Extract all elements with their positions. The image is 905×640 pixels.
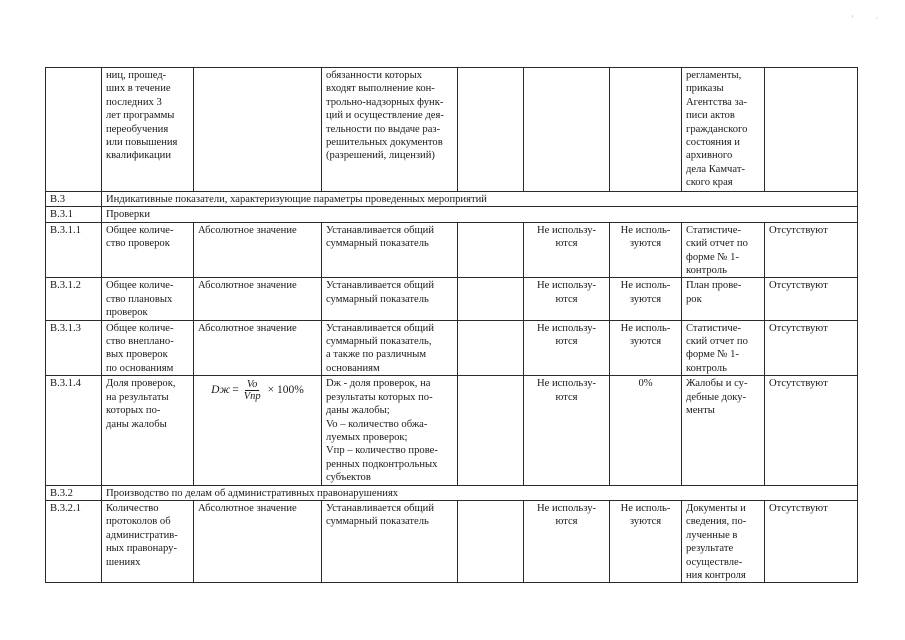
formula-fraction	[242, 379, 263, 402]
cell-line: на результаты	[106, 391, 169, 403]
cell-line: обязанности которых	[326, 70, 422, 81]
cell-line: административ-	[106, 529, 178, 541]
cell-line: (разрешений, лицензий)	[326, 150, 435, 162]
cell-line: ются	[555, 293, 578, 305]
cell-line: регламенты,	[686, 70, 742, 81]
cell-line: дебные доку-	[686, 391, 747, 403]
table-row-b311	[46, 222, 858, 278]
cell-empty	[458, 222, 524, 278]
cell-line: Не исполь-	[620, 280, 671, 292]
cell-code: В.3.1.4	[46, 376, 102, 485]
section-row-b3	[46, 192, 858, 207]
cell-line: даны жалобы;	[326, 405, 390, 417]
cell-line: ский отчет по	[686, 336, 748, 348]
cell-line: форме № 1-	[686, 251, 739, 263]
cell-method	[322, 278, 458, 320]
cell-line: суммарный показатель	[326, 293, 429, 305]
cell-line: зуются	[629, 516, 662, 528]
cell-line: приказы	[686, 83, 724, 95]
cell-formula	[194, 376, 322, 485]
cell-target	[524, 320, 610, 376]
cell-empty	[458, 500, 524, 582]
cell-empty	[458, 68, 524, 192]
cell-line: Не использу-	[536, 378, 597, 390]
cell-code: В.3.2.1	[46, 500, 102, 582]
indicator-table	[45, 67, 858, 583]
cell-target	[524, 376, 610, 485]
cell-line: шениях	[106, 556, 141, 568]
cell-line: субъектов	[326, 472, 371, 484]
cell-line: ются	[555, 391, 578, 403]
cell-name	[102, 68, 194, 192]
cell-line: суммарный показатель,	[326, 336, 432, 348]
cell-line: архивного	[686, 150, 733, 162]
cell-line: Не использу-	[536, 322, 597, 334]
cell-code: В.3.1.2	[46, 278, 102, 320]
cell-line: гражданского	[686, 123, 748, 135]
cell-code: В.3.1.1	[46, 222, 102, 278]
cell-line: ренных подконтрольных	[326, 458, 438, 470]
cell-name	[102, 500, 194, 582]
cell-line: Статистиче-	[686, 224, 741, 236]
cell-code	[46, 68, 102, 192]
share-formula	[198, 377, 317, 402]
cell-line: Общее количе-	[106, 280, 174, 292]
cell-line: осуществле-	[686, 556, 743, 568]
cell-line: форме № 1-	[686, 349, 739, 361]
cell-line: Vпр – количество прове-	[326, 445, 438, 457]
cell-line: ются	[555, 238, 578, 250]
cell-line: зуются	[629, 238, 662, 250]
cell-target	[524, 278, 610, 320]
cell-line: состояния и	[686, 137, 740, 149]
cell-line: контроль	[686, 265, 727, 277]
cell-line: Устанавливается общий	[326, 502, 435, 514]
formula-lhs: Dж	[211, 384, 231, 397]
section-row-b32	[46, 485, 858, 500]
cell-method	[322, 320, 458, 376]
cell-line: суммарный показатель	[326, 238, 429, 250]
cell-notes: Отсутствуют	[765, 376, 858, 485]
cell-name	[102, 320, 194, 376]
cell-line: ство плановых	[106, 293, 173, 305]
cell-method	[322, 68, 458, 192]
cell-line: протоколов об	[106, 516, 171, 528]
cell-line: План прове-	[686, 280, 742, 292]
section-title: Производство по делам об административных правонарушениях	[102, 485, 858, 500]
cell-line: Количество	[106, 502, 159, 514]
cell-line: зуются	[629, 336, 662, 348]
cell-line: ются	[555, 336, 578, 348]
cell-source	[682, 500, 765, 582]
cell-notes: Отсутствуют	[765, 222, 858, 278]
cell-line: Не использу-	[536, 502, 597, 514]
table-row-continuation	[46, 68, 858, 192]
cell-line: ших в течение	[106, 83, 171, 95]
cell-name	[102, 278, 194, 320]
cell-line: ных правонару-	[106, 543, 177, 555]
cell-line: Агентства за-	[686, 96, 747, 108]
cell-line: Устанавливается общий	[326, 280, 435, 292]
cell-line: ский отчет по	[686, 238, 748, 250]
cell-line: дела Камчат-	[686, 163, 745, 175]
cell-line: входят выполнение кон-	[326, 83, 435, 95]
cell-line: Не исполь-	[620, 502, 671, 514]
cell-source	[682, 278, 765, 320]
cell-line: вых проверок	[106, 349, 168, 361]
page-corner-mark: ' ·	[852, 14, 889, 23]
cell-baseline	[610, 500, 682, 582]
cell-line: ния контроля	[686, 569, 746, 581]
cell-line: результаты которых по-	[326, 391, 433, 403]
cell-notes	[765, 68, 858, 192]
table-row-b313	[46, 320, 858, 376]
cell-line: Общее количе-	[106, 224, 174, 236]
table-row-b314	[46, 376, 858, 485]
cell-target	[524, 500, 610, 582]
section-code: В.3.2	[46, 485, 102, 500]
section-row-b31	[46, 207, 858, 222]
cell-line: зуются	[629, 293, 662, 305]
cell-notes: Отсутствуют	[765, 320, 858, 376]
cell-line: Vo – количество обжа-	[326, 418, 428, 430]
cell-target	[524, 68, 610, 192]
cell-line: по основаниям	[106, 362, 174, 374]
cell-name	[102, 222, 194, 278]
cell-line: основаниям	[326, 362, 380, 374]
cell-source	[682, 376, 765, 485]
cell-method	[322, 376, 458, 485]
cell-line: Не исполь-	[620, 322, 671, 334]
cell-line: Устанавливается общий	[326, 322, 435, 334]
formula-denominator: Vпр	[243, 391, 261, 403]
cell-baseline	[610, 278, 682, 320]
cell-line: Устанавливается общий	[326, 224, 435, 236]
cell-line: сведения, по-	[686, 516, 747, 528]
cell-line: последних 3	[106, 96, 162, 108]
cell-line: Статистиче-	[686, 322, 741, 334]
cell-target	[524, 222, 610, 278]
cell-baseline	[610, 222, 682, 278]
cell-line: которых по-	[106, 405, 161, 417]
cell-line: даны жалобы	[106, 418, 167, 430]
cell-line: менты	[686, 405, 715, 417]
cell-code: В.3.1.3	[46, 320, 102, 376]
cell-empty	[458, 278, 524, 320]
cell-line: ского края	[686, 177, 733, 189]
cell-line: Dж - доля проверок, на	[326, 378, 431, 390]
cell-line: ство проверок	[106, 238, 170, 250]
cell-line: лученные в	[686, 529, 738, 541]
section-code: В.3	[46, 192, 102, 207]
cell-baseline	[610, 68, 682, 192]
cell-line: Общее количе-	[106, 322, 174, 334]
section-title: Индикативные показатели, характеризующие параметры проведенных мероприятий	[102, 192, 858, 207]
cell-method	[322, 222, 458, 278]
cell-line: тельности по выдаче раз-	[326, 123, 441, 135]
cell-line: или повышения	[106, 137, 178, 149]
cell-formula	[194, 68, 322, 192]
cell-line: суммарный показатель	[326, 516, 429, 528]
cell-line: ниц, прошед-	[106, 70, 167, 81]
cell-line: решительных документов	[326, 137, 443, 149]
cell-line: Не исполь-	[620, 224, 671, 236]
section-title: Проверки	[102, 207, 858, 222]
cell-empty	[458, 320, 524, 376]
cell-line: а также по различным	[326, 349, 427, 361]
cell-name	[102, 376, 194, 485]
cell-empty	[458, 376, 524, 485]
cell-line: Доля проверок,	[106, 378, 176, 390]
cell-line: проверок	[106, 307, 148, 319]
cell-baseline: 0%	[610, 376, 682, 485]
cell-line: результате	[686, 543, 734, 555]
cell-baseline	[610, 320, 682, 376]
cell-method	[322, 500, 458, 582]
cell-source	[682, 320, 765, 376]
cell-line: ций и осуществление дея-	[326, 110, 444, 122]
cell-line: писи актов	[686, 110, 735, 122]
cell-line: трольно-надзорных функ-	[326, 96, 444, 108]
cell-formula: Абсолютное значение	[194, 500, 322, 582]
section-code: В.3.1	[46, 207, 102, 222]
cell-formula: Абсолютное значение	[194, 222, 322, 278]
formula-equals: =	[232, 384, 239, 397]
table-row-b312	[46, 278, 858, 320]
cell-line: Не использу-	[536, 224, 597, 236]
cell-line: контроль	[686, 362, 727, 374]
formula-multiplier: × 100%	[267, 384, 304, 397]
cell-line: Жалобы и су-	[686, 378, 748, 390]
cell-formula: Абсолютное значение	[194, 320, 322, 376]
cell-line: ство внеплано-	[106, 336, 174, 348]
cell-notes: Отсутствуют	[765, 278, 858, 320]
cell-line: ются	[555, 516, 578, 528]
cell-source	[682, 222, 765, 278]
cell-line: Документы и	[686, 502, 746, 514]
cell-line: луемых проверок;	[326, 431, 408, 443]
cell-line: квалификации	[106, 150, 171, 162]
cell-notes: Отсутствуют	[765, 500, 858, 582]
cell-line: рок	[686, 293, 702, 305]
formula-numerator: Vo	[246, 379, 258, 391]
cell-line: переобучения	[106, 123, 169, 135]
table-row-b321	[46, 500, 858, 582]
cell-line: Не использу-	[536, 280, 597, 292]
cell-line: лет программы	[106, 110, 175, 122]
cell-formula: Абсолютное значение	[194, 278, 322, 320]
cell-source	[682, 68, 765, 192]
